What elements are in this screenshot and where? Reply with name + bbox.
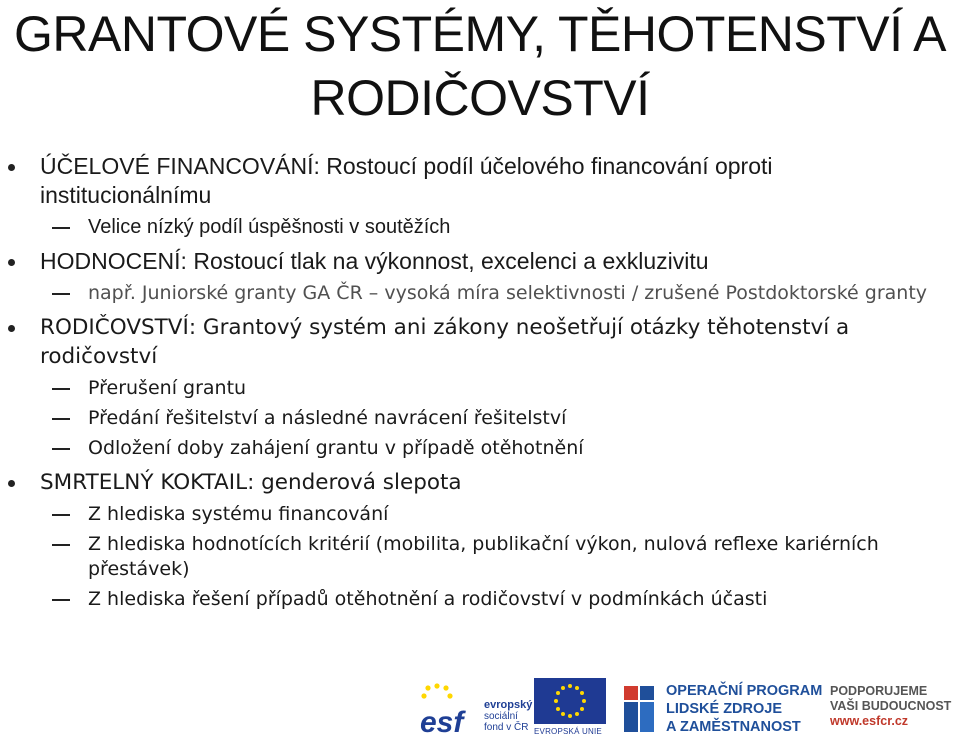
- logo-strip: [418, 676, 960, 743]
- op-caption-line-2: LIDSKÉ ZDROJE: [666, 701, 783, 717]
- sans-group: [0, 281, 960, 612]
- esf-caption: [484, 700, 532, 733]
- bullet-list: [0, 152, 960, 612]
- svg-text:esf: esf: [420, 706, 464, 738]
- esf-caption-line-3: fond v ČR: [484, 722, 529, 733]
- op-lzz-logo: [622, 678, 822, 740]
- bullet-funding: ÚČELOVÉ FINANCOVÁNÍ: Rostoucí podíl účelového financování oproti institucionálnímu: [0, 152, 960, 210]
- sub-bullet-handover: Předání řešitelství a následné navrácení řešitelství: [0, 406, 960, 431]
- slide-title-line-1: GRANTOVÉ SYSTÉMY, TĚHOTENSTVÍ A: [14, 6, 946, 62]
- esf-caption-line-1: evropský: [484, 699, 533, 711]
- bullet-evaluation: HODNOCENÍ: Rostoucí tlak na výkonnost, excelenci a exkluzivitu: [0, 247, 960, 276]
- support-caption: [830, 684, 951, 729]
- sub-bullet-postponement: Odložení doby zahájení grantu v případě otěhotnění: [0, 436, 960, 461]
- op-caption-line-1: OPERAČNÍ PROGRAM: [666, 683, 823, 699]
- sub-bullet-grant-interruption: Přerušení grantu: [0, 376, 960, 401]
- sub-bullet-junior-grants: např. Juniorské granty GA ČR – vysoká míra selektivnosti / zrušené Postdoktorské granty: [0, 281, 960, 306]
- sub-bullet-evaluation-criteria: Z hlediska hodnotících kritérií (mobilita, publikační výkon, nulová reflexe kariérních přestávek): [0, 532, 960, 582]
- op-caption: [666, 682, 822, 736]
- sub-bullet-success-rate: Velice nízký podíl úspěšnosti v soutěžích: [0, 215, 960, 240]
- support-logo: [830, 678, 960, 740]
- bullet-deadly-cocktail: SMRTELNÝ KOKTAIL: genderová slepota: [0, 468, 960, 497]
- support-caption-line-2: VAŠI BUDOUCNOST: [830, 699, 952, 713]
- eu-caption: EVROPSKÁ UNIE: [534, 727, 602, 736]
- eu-logo: [534, 678, 606, 740]
- op-caption-line-3: A ZAMĚSTNANOST: [666, 719, 801, 735]
- bullet-parenthood: RODIČOVSTVÍ: Grantový systém ani zákony neošetřují otázky těhotenství a rodičovství: [0, 313, 960, 371]
- op-people-icon: [622, 682, 658, 736]
- slide-title-line-2: RODIČOVSTVÍ: [310, 70, 650, 126]
- esf-logo: [418, 680, 533, 740]
- slide-title: [0, 2, 960, 130]
- sub-bullet-pregnancy-cases: Z hlediska řešení případů otěhotnění a rodičovství v podmínkách účasti: [0, 587, 960, 612]
- eu-flag-icon: [534, 678, 606, 724]
- sub-bullet-funding-system: Z hlediska systému financování: [0, 502, 960, 527]
- esf-caption-line-2: sociální: [484, 711, 518, 722]
- support-caption-line-1: PODPORUJEME: [830, 684, 928, 698]
- support-url: www.esfcr.cz: [830, 714, 909, 728]
- esf-stars-icon: [418, 682, 480, 738]
